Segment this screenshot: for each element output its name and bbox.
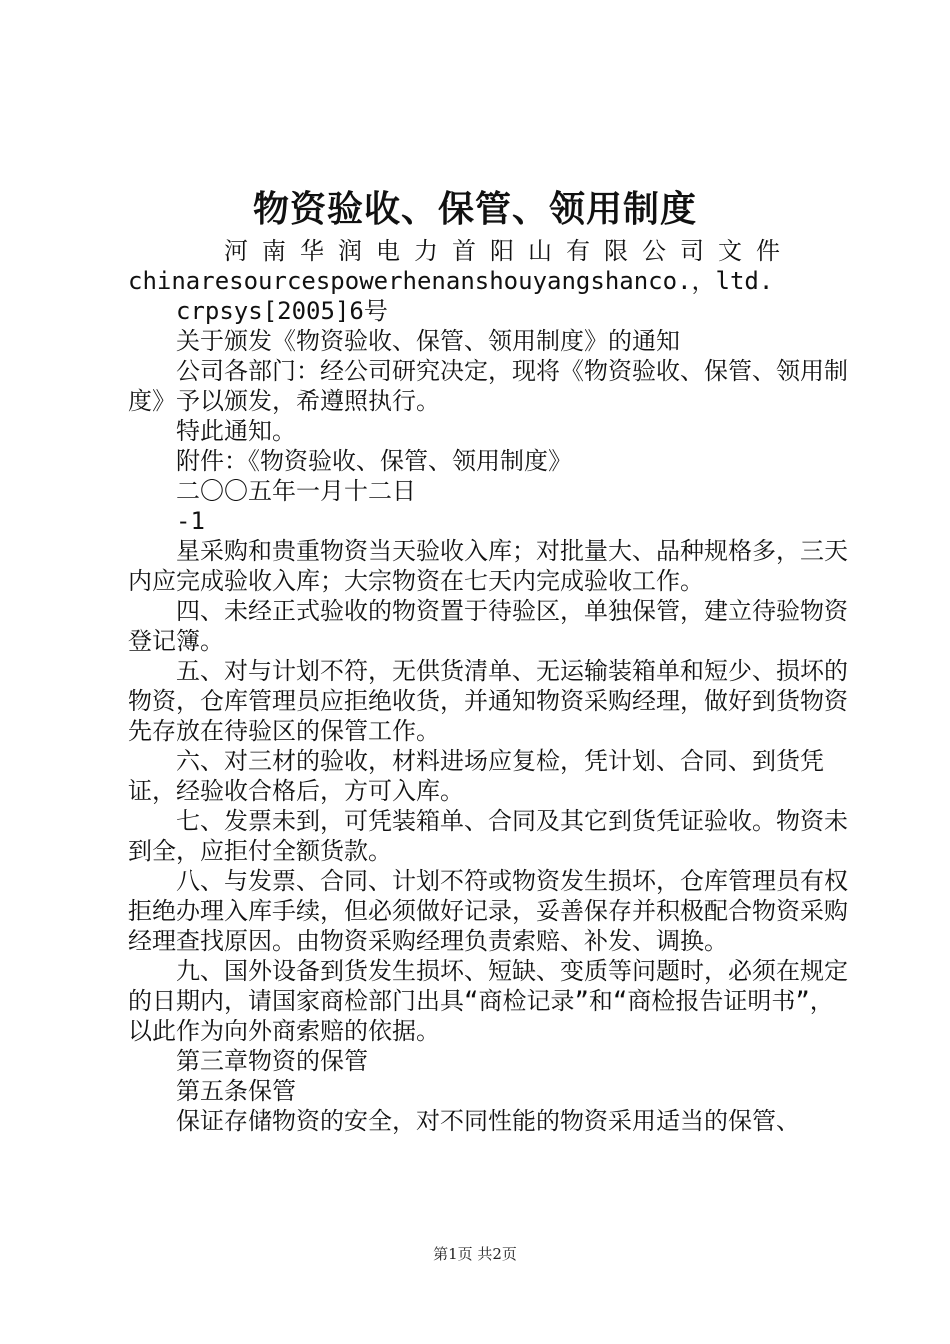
- page-footer: 第1页 共2页: [433, 1245, 517, 1263]
- document-number: crpsys[2005]6号: [176, 297, 388, 325]
- paragraph-9: 九、国外设备到货发生损坏、短缺、变质等问题时，必须在规定的日期内，请国家商检部门出具“商检记录”和“商检报告证明书”，以此作为向外商索赔的依据。: [128, 957, 848, 1045]
- issuer-line: 河南华润电力首阳山有限公司文件: [224, 237, 794, 265]
- date-line: 二〇〇五年一月十二日: [176, 477, 416, 505]
- paragraph-6: 六、对三材的验收，材料进场应复检，凭计划、合同、到货凭证，经验收合格后，方可入库。: [128, 747, 824, 805]
- article-heading: 第五条保管: [176, 1077, 296, 1105]
- paragraph-4: 四、未经正式验收的物资置于待验区，单独保管，建立待验物资登记簿。: [128, 597, 848, 655]
- company-english-name: chinaresourcespowerhenanshouyangshanco.，ltd.: [128, 267, 774, 295]
- document-title: 物资验收、保管、领用制度: [252, 188, 697, 230]
- page-marker: -1: [176, 507, 205, 535]
- paragraph-7: 七、发票未到，可凭装箱单、合同及其它到货凭证验收。物资未到全，应拒付全额货款。: [128, 807, 848, 865]
- paragraph-5: 五、对与计划不符，无供货清单、无运输装箱单和短少、损坏的物资，仓库管理员应拒绝收货，并通知物资采购经理，做好到货物资先存放在待验区的保管工作。: [128, 657, 848, 745]
- notice-body: 公司各部门：经公司研究决定，现将《物资验收、保管、领用制度》予以颁发，希遵照执行。: [128, 357, 848, 415]
- document-body: [128, 236, 848, 1136]
- special-notice: 特此通知。: [176, 417, 296, 445]
- paragraph-last: 保证存储物资的安全，对不同性能的物资采用适当的保管、: [176, 1107, 800, 1135]
- paragraph-star: 星采购和贵重物资当天验收入库；对批量大、品种规格多，三天内应完成验收入库；大宗物资在七天内完成验收工作。: [128, 537, 848, 595]
- paragraph-8: 八、与发票、合同、计划不符或物资发生损坏，仓库管理员有权拒绝办理入库手续，但必须做好记录，妥善保存并积极配合物资采购经理查找原因。由物资采购经理负责索赔、补发、调换。: [128, 867, 848, 955]
- chapter-heading: 第三章物资的保管: [176, 1047, 368, 1075]
- notice-title: 关于颁发《物资验收、保管、领用制度》的通知: [176, 327, 680, 355]
- attachment-line: 附件：《物资验收、保管、领用制度》: [176, 447, 572, 475]
